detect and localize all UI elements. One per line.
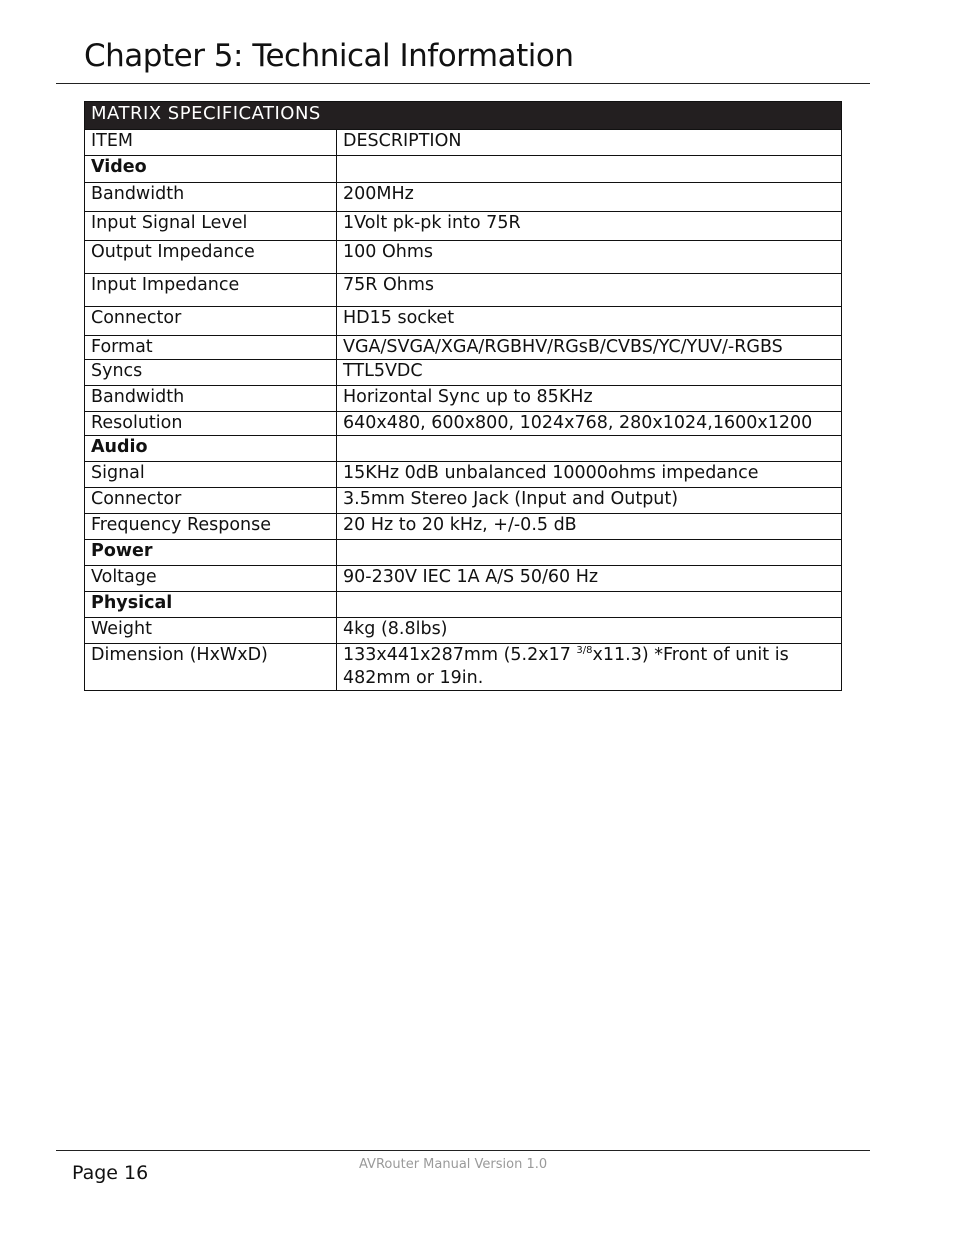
description-cell: 640x480, 600x800, 1024x768, 280x1024,1600x1200	[337, 412, 842, 436]
table-row	[85, 307, 842, 336]
description-cell: TTL5VDC	[337, 360, 842, 386]
table-row	[85, 618, 842, 644]
description-cell: VGA/SVGA/XGA/RGBHV/RGsB/CVBS/YC/YUV/-RGBS	[337, 336, 842, 360]
description-cell: 1Volt pk-pk into 75R	[337, 212, 842, 241]
item-cell: Output Impedance	[85, 241, 337, 274]
column-header-item: ITEM	[85, 130, 337, 156]
description-cell: 4kg (8.8lbs)	[337, 618, 842, 644]
item-cell: Weight	[85, 618, 337, 644]
page-number: Page 16	[72, 1162, 149, 1184]
table-row	[85, 462, 842, 488]
item-cell: Input Impedance	[85, 274, 337, 307]
section-row-physical	[85, 592, 842, 618]
table-row	[85, 183, 842, 212]
item-cell: Bandwidth	[85, 183, 337, 212]
item-cell: Voltage	[85, 566, 337, 592]
section-row-video	[85, 156, 842, 183]
section-empty-cell	[337, 156, 842, 183]
manual-version-note: AVRouter Manual Version 1.0	[359, 1157, 548, 1172]
description-cell: 3.5mm Stereo Jack (Input and Output)	[337, 488, 842, 514]
table-title: MATRIX SPECIFICATIONS	[85, 102, 842, 130]
description-cell: 90-230V IEC 1A A/S 50/60 Hz	[337, 566, 842, 592]
dimension-fraction-superscript: 3/8	[576, 645, 593, 657]
item-cell: Bandwidth	[85, 386, 337, 412]
title-divider	[56, 83, 870, 84]
description-cell	[337, 644, 842, 691]
footer-divider	[56, 1150, 870, 1151]
table-row	[85, 386, 842, 412]
section-empty-cell	[337, 592, 842, 618]
table-row	[85, 274, 842, 307]
section-row-audio	[85, 436, 842, 462]
table-row	[85, 336, 842, 360]
section-label: Video	[85, 156, 337, 183]
dimension-text-start: 133x441x287mm (5.2x17	[343, 645, 577, 665]
description-cell: 100 Ohms	[337, 241, 842, 274]
section-row-power	[85, 540, 842, 566]
column-header-row	[85, 130, 842, 156]
item-cell: Dimension (HxWxD)	[85, 644, 337, 691]
description-cell: HD15 socket	[337, 307, 842, 336]
description-cell: Horizontal Sync up to 85KHz	[337, 386, 842, 412]
table-row	[85, 360, 842, 386]
table-row	[85, 488, 842, 514]
column-header-description: DESCRIPTION	[337, 130, 842, 156]
table-row	[85, 241, 842, 274]
item-cell: Input Signal Level	[85, 212, 337, 241]
section-label: Power	[85, 540, 337, 566]
chapter-title: Chapter 5: Technical Information	[84, 38, 574, 74]
item-cell: Frequency Response	[85, 514, 337, 540]
item-cell: Signal	[85, 462, 337, 488]
table-row	[85, 566, 842, 592]
table-row	[85, 212, 842, 241]
description-cell: 20 Hz to 20 kHz, +/-0.5 dB	[337, 514, 842, 540]
description-cell: 200MHz	[337, 183, 842, 212]
description-cell: 75R Ohms	[337, 274, 842, 307]
section-empty-cell	[337, 436, 842, 462]
item-cell: Format	[85, 336, 337, 360]
table-row	[85, 644, 842, 691]
table-title-row	[85, 102, 842, 130]
item-cell: Resolution	[85, 412, 337, 436]
table-row	[85, 514, 842, 540]
section-empty-cell	[337, 540, 842, 566]
matrix-specifications-table	[84, 101, 842, 691]
table-row	[85, 412, 842, 436]
description-cell: 15KHz 0dB unbalanced 10000ohms impedance	[337, 462, 842, 488]
item-cell: Connector	[85, 307, 337, 336]
item-cell: Connector	[85, 488, 337, 514]
section-label: Physical	[85, 592, 337, 618]
dimension-text-end: x11.3) *Front of unit is 482mm or 19in.	[343, 645, 789, 688]
item-cell: Syncs	[85, 360, 337, 386]
section-label: Audio	[85, 436, 337, 462]
